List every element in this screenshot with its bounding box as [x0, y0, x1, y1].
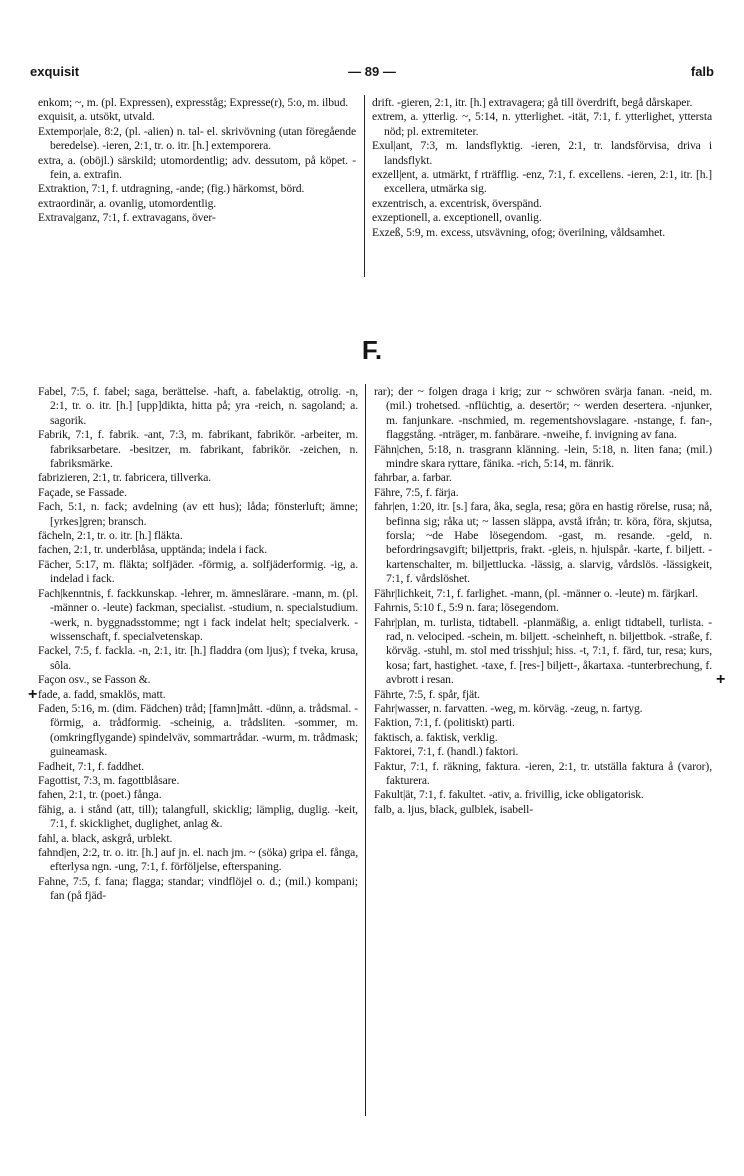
column-left: [38, 385, 358, 904]
entry: Fähre, 7:5, f. färja.: [374, 485, 459, 499]
column-divider-top: [364, 95, 365, 277]
column-top-left: [38, 96, 356, 226]
entry: fahrbar, a. farbar.: [374, 471, 452, 485]
entry: Fächer, 5:17, m. fläkta; solfjäder. -förmig, a. solfjäderformig. -ig, a. indelad i fack.: [38, 557, 358, 586]
entry: faktisch, a. faktisk, verklig.: [374, 730, 498, 744]
entry: Fakult|ät, 7:1, f. fakultet. -ativ, a. frivillig, icke obligatorisk.: [374, 788, 644, 802]
entry: Fahr|plan, m. turlista, tidtabell. -planmäßig, a. enligt tidtabell, turlista. -rad, n. velociped. -schein, m. biljett. -scheinheft, n. biljettbok. -straße, f. körväg. -stuhl, m. stol med trisshjul; hiss. -t, 7:1, f. färd, tur, resa; kurs, kosa; fart, hastighet. -taxe, f. [res-] biljett-, åkartaxa. -tunterbrechung, f. avbrott i resan.: [374, 615, 712, 687]
running-head-right: falb: [690, 64, 714, 79]
entry: exzeptionell, a. exceptionell, ovanlig.: [372, 211, 542, 225]
entry: exzentrisch, a. excentrisk, överspänd.: [372, 196, 542, 210]
entry: falb, a. ljus, black, gulblek, isabell-: [374, 802, 534, 816]
entry: fahen, 2:1, tr. (poet.) fånga.: [38, 788, 162, 802]
entry: Fagottist, 7:3, m. fagottblåsare.: [38, 773, 180, 787]
entry: exzell|ent, a. utmärkt, f rträfflig. -enz, 7:1, f. excellens. -ieren, 2:1, itr. [h.] excellera, utmärka sig.: [372, 168, 712, 196]
entry: exquisit, a. utsökt, utvald.: [38, 110, 155, 124]
entry: extraordinär, a. ovanlig, utomordentlig.: [38, 196, 217, 210]
running-head: [30, 64, 714, 84]
entry: fahr|en, 1:20, itr. [s.] fara, åka, segla, resa; göra en hastig rörelse, rusa; nå, befinna sig; råka ut; ~ lassen släppa, avstå ifrån; tr. köra, föra, skjutsa, forsla; ~de Habe lösegendom. -gast, m. resande. -geld, n. befordringsavgift; biljettpris, frakt. -gleis, n. hjulspår. -karte, f. biljett. -kartenschalter, m. biljettlucka. -lässig, a. slarvig, vårdslös. -lässigkeit, 7:1, f. vårdslöshet.: [374, 500, 712, 586]
entry: Fährte, 7:5, f. spår, fjät.: [374, 687, 480, 701]
entry: Fadheit, 7:1, f. faddhet.: [38, 759, 145, 773]
entry: Faktorei, 7:1, f. (handl.) faktori.: [374, 745, 519, 759]
entry: Faktur, 7:1, f. räkning, faktura. -ieren, 2:1, tr. utställa faktura å (varor), fakturera.: [374, 759, 712, 787]
margin-plus-mark: +: [716, 671, 726, 688]
entry: Extempor|ale, 8:2, (pl. -alien) n. tal- el. skrivövning (utan föregående beredelse). -ieren, 2:1, tr. o. itr. [h.] extemporera.: [38, 124, 356, 153]
entry: fächeln, 2:1, tr. o. itr. [h.] fläkta.: [38, 529, 183, 543]
entry: Extrava|ganz, 7:1, f. extravagans, över-: [38, 211, 216, 225]
entry: Exul|ant, 7:3, m. landsflyktig. -ieren, 2:1, tr. landsförvisa, driva i landsflykt.: [372, 139, 712, 167]
margin-plus-mark: +: [28, 686, 38, 703]
entry: Façade, se Fassade.: [38, 485, 127, 499]
entry: extrem, a. ytterlig. ~, 5:14, n. ytterlighet. -ität, 7:1, f. ytterlighet, yttersta nöd; pl. extremiteter.: [372, 110, 712, 138]
entry: rar); der ~ folgen draga i krig; zur ~ schwören svärja fanan. -neid, m. (mil.) trohetsed. -nflüchtig, a. desertör; ~ werden desertera. -njunker, m. fanjunkare. -nschmied, m. regementshovslagare. -nstange, f. fan-, flaggstång. -nträger, m. fanbärare. -nweihe, f. invigning av fana.: [374, 385, 712, 442]
entry: Fach|kenntnis, f. fackkunskap. -lehrer, m. ämneslärare. -mann, m. (pl. -männer o. -leute) fackman, specialist. -studium, n. specialstudium. -werk, n. byggnadsstomme; ngt i fack indelat helt; specialverk. -wissenschaft, f. specialvetenskap.: [38, 586, 358, 643]
entry: Fabel, 7:5, f. fabel; saga, berättelse. -haft, a. fabelaktig, otrolig. -n, 2:1, tr. o. itr. [h.] [upp]dikta, hitta på; yra -reich, n. sagoland; a. sagorik.: [38, 385, 358, 427]
entry: Fach, 5:1, n. fack; avdelning (av ett hus); låda; fönsterluft; ämne; [yrkes]gren; bransch.: [38, 500, 358, 528]
entry: Exzeß, 5:9, m. excess, utsvävning, ofog; överilning, våldsamhet.: [372, 225, 666, 239]
entry: fähig, a. i stånd (att, till); talangfull, skicklig; lämplig, duglig. -keit, 7:1, f. skicklighet, duglighet, anlag &.: [38, 802, 358, 831]
entry: Fahr|wasser, n. farvatten. -weg, m. körväg. -zeug, n. fartyg.: [374, 701, 643, 715]
column-right: [374, 385, 712, 817]
entry: Fahne, 7:5, f. fana; flagga; standar; vindflöjel o. d.; (mil.) kompani; fan (på fjäd-: [38, 874, 358, 903]
entry: Faden, 5:16, m. (dim. Fädchen) tråd; [famn]mått. -dünn, a. trådsmal. -förmig, a. trådformig. -scheinig, a. trådsliten. -sommer, m. (omkringflygande) spindelväv, sommartrådar. -wurm, m. trådmask; guineamask.: [38, 701, 358, 759]
entry: Faktion, 7:1, f. (politiskt) parti.: [374, 716, 515, 730]
entry: Fähr|lichkeit, 7:1, f. farlighet. -mann, (pl. -männer o. -leute) m. färjkarl.: [374, 586, 698, 600]
entry: Fähn|chen, 5:18, n. trasgrann klänning. -lein, 5:18, n. liten fana; (mil.) mindre skara ryttare, fänika. -rich, 5:14, m. fänrik.: [374, 442, 712, 471]
entry: fabrizieren, 2:1, tr. fabricera, tillverka.: [38, 471, 212, 485]
entry: fahl, a. black, askgrå, urblekt.: [38, 831, 173, 845]
entry: Fahrnis, 5:10 f., 5:9 n. fara; lösegendom.: [374, 601, 559, 615]
entry: fade, a. fadd, smaklös, matt.: [38, 687, 166, 701]
entry: extra, a. (oböjl.) särskild; utomordentlig; adv. dessutom, på köpet. -fein, a. extrafin.: [38, 153, 356, 182]
entry: enkom; ~, m. (pl. Expressen), expresståg; Expresse(r), 5:o, m. ilbud.: [38, 96, 349, 109]
entry: drift. -gieren, 2:1, itr. [h.] extravagera; gå till överdrift, begå dårskaper.: [372, 96, 693, 109]
page-number: — 89 —: [348, 64, 396, 79]
section-letter: F.: [361, 335, 383, 365]
running-head-left: exquisit: [30, 64, 80, 79]
entry: fachen, 2:1, tr. underblåsa, upptända; indela i fack.: [38, 543, 268, 557]
entry: Façon osv., se Fasson &.: [38, 673, 151, 687]
column-top-right: [372, 96, 712, 240]
entry: Fabrik, 7:1, f. fabrik. -ant, 7:3, m. fabrikant, fabrikör. -arbeiter, m. fabriksarbetare. -besitzer, m. fabrikant, fabrikör. -zeichen, n. fabriksmärke.: [38, 428, 358, 471]
column-divider-main: [365, 384, 366, 1116]
entry: Fackel, 7:5, f. fackla. -n, 2:1, itr. [h.] fladdra (om ljus); f tveka, krusa, sôla.: [38, 644, 358, 672]
entry: fahnd|en, 2:2, tr. o. itr. [h.] auf jn. el. nach jm. ~ (söka) gripa el. fånga, efterlysa ngn. -ung, 7:1, f. förföljelse, efterspaning.: [38, 846, 358, 874]
entry: Extraktion, 7:1, f. utdragning, -ande; (fig.) härkomst, börd.: [38, 182, 305, 196]
